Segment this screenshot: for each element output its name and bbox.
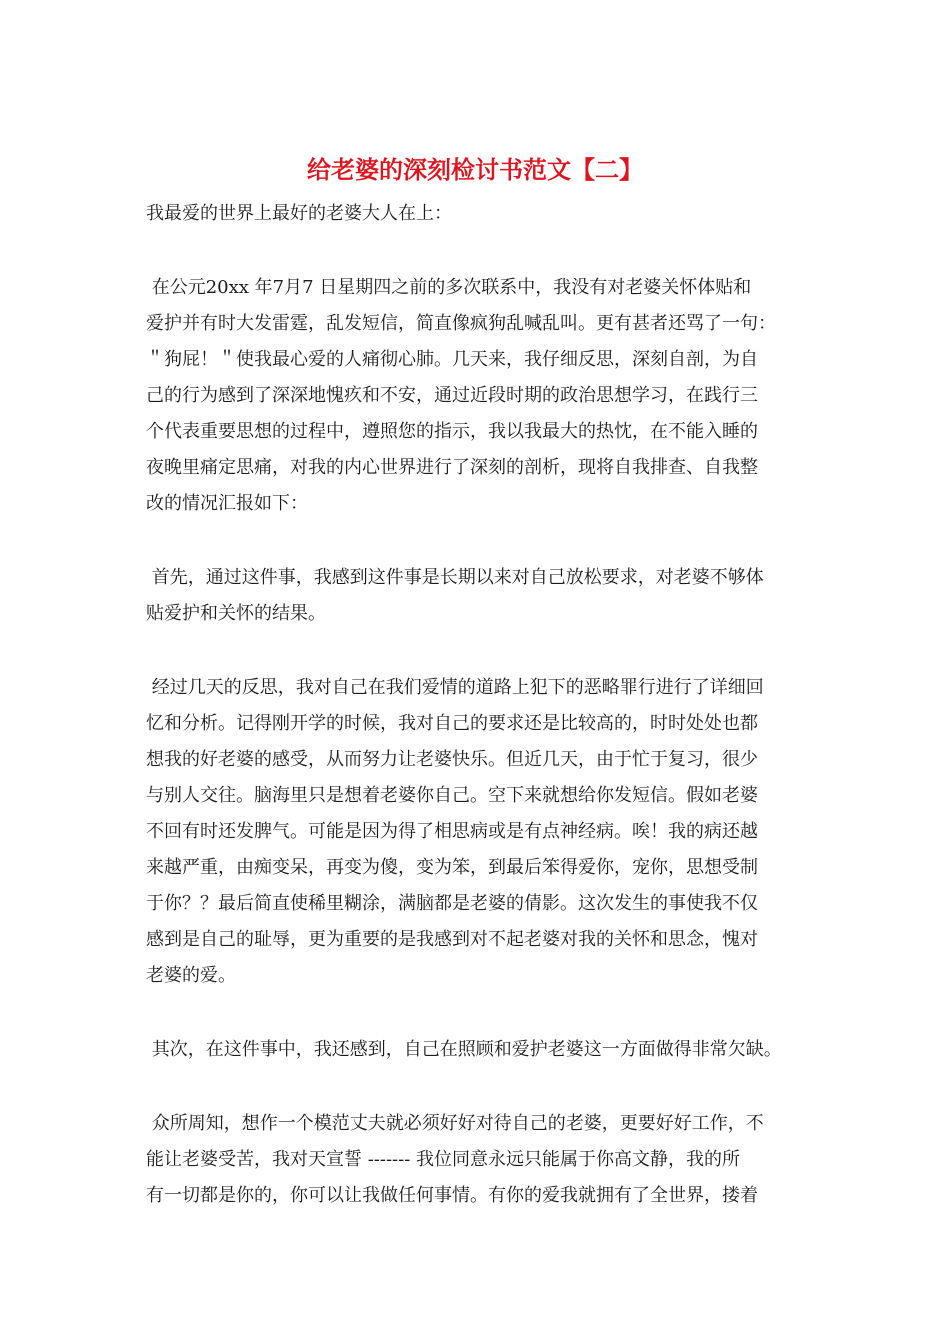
paragraph-line: 感到是自己的耻辱，更为重要的是我感到对不起老婆对我的关怀和思念，愧对 [146, 929, 758, 950]
paragraph-line: 夜晚里痛定思痛，对我的内心世界进行了深刻的剖析，现将自我排查、自我整 [146, 457, 758, 478]
paragraph-4 [146, 1032, 821, 1068]
paragraph-line: 个代表重要思想的过程中，遵照您的指示，我以我最大的热忱，在不能入睡的 [146, 421, 758, 442]
paragraph-line: 想我的好老婆的感受，从而努力让老婆快乐。但近几天，由于忙于复习，很少 [146, 749, 758, 770]
paragraph-3 [146, 670, 821, 994]
paragraph-line: 其次，在这件事中，我还感到，自己在照顾和爱护老婆这一方面做得非常欠缺。 [146, 1039, 782, 1060]
paragraph-line: 贴爱护和关怀的结果。 [146, 603, 326, 624]
paragraph-gap [146, 1068, 821, 1106]
paragraph-line: 众所周知，想作一个模范丈夫就必须好好对待自己的老婆，更要好好工作，不 [146, 1113, 764, 1134]
paragraph-line: 首先，通过这件事，我感到这件事是长期以来对自己放松要求，对老婆不够体 [146, 567, 764, 588]
paragraph-line: 改的情况汇报如下： [146, 493, 308, 514]
paragraph-line: 来越严重，由痴变呆，再变为傻，变为笨，到最后笨得爱你，宠你，思想受制 [146, 857, 758, 878]
paragraph-line: 能让老婆受苦，我对天宣誓 ------- 我位同意永远只能属于你高文静，我的所 [146, 1149, 741, 1170]
paragraph-2 [146, 560, 821, 632]
paragraph-line: 有一切都是你的，你可以让我做任何事情。有你的爱我就拥有了全世界，搂着 [146, 1185, 758, 1206]
paragraph-gap [146, 632, 821, 670]
paragraph-line: 爱护并有时大发雷霆，乱发短信，简直像疯狗乱喊乱叫。更有甚者还骂了一句： [146, 313, 776, 334]
paragraph-gap [146, 232, 821, 270]
paragraph-line: 在公元20xx 年7月7 日星期四之前的多次联系中，我没有对老婆关怀体贴和 [146, 277, 752, 298]
salutation: 我最爱的世界上最好的老婆大人在上： [146, 203, 452, 224]
paragraph-line: 老婆的爱。 [146, 965, 236, 986]
paragraph-gap [146, 522, 821, 560]
paragraph-5 [146, 1106, 821, 1214]
paragraph-gap [146, 994, 821, 1032]
document-body [146, 196, 821, 1214]
paragraph-line: 忆和分析。记得刚开学的时候，我对自己的要求还是比较高的，时时处处也都 [146, 713, 758, 734]
paragraph-line: 己的行为感到了深深地愧疚和不安，通过近段时期的政治思想学习，在践行三 [146, 385, 758, 406]
paragraph-line: 不回有时还发脾气。可能是因为得了相思病或是有点神经病。唉！我的病还越 [146, 821, 758, 842]
paragraph-line: 与别人交往。脑海里只是想着老婆你自己。空下来就想给你发短信。假如老婆 [146, 785, 758, 806]
paragraph-line: ＂狗屁！＂使我最心爱的人痛彻心肺。几天来，我仔细反思，深刻自剖，为自 [146, 349, 758, 370]
paragraph-1 [146, 270, 821, 522]
paragraph-line: 于你？？最后简直使稀里糊涂，满脑都是老婆的倩影。这次发生的事使我不仅 [146, 893, 758, 914]
document-title: 给老婆的深刻检讨书范文【二】 [307, 155, 643, 184]
paragraph-line: 经过几天的反思，我对自己在我们爱情的道路上犯下的恶略罪行进行了详细回 [146, 677, 764, 698]
